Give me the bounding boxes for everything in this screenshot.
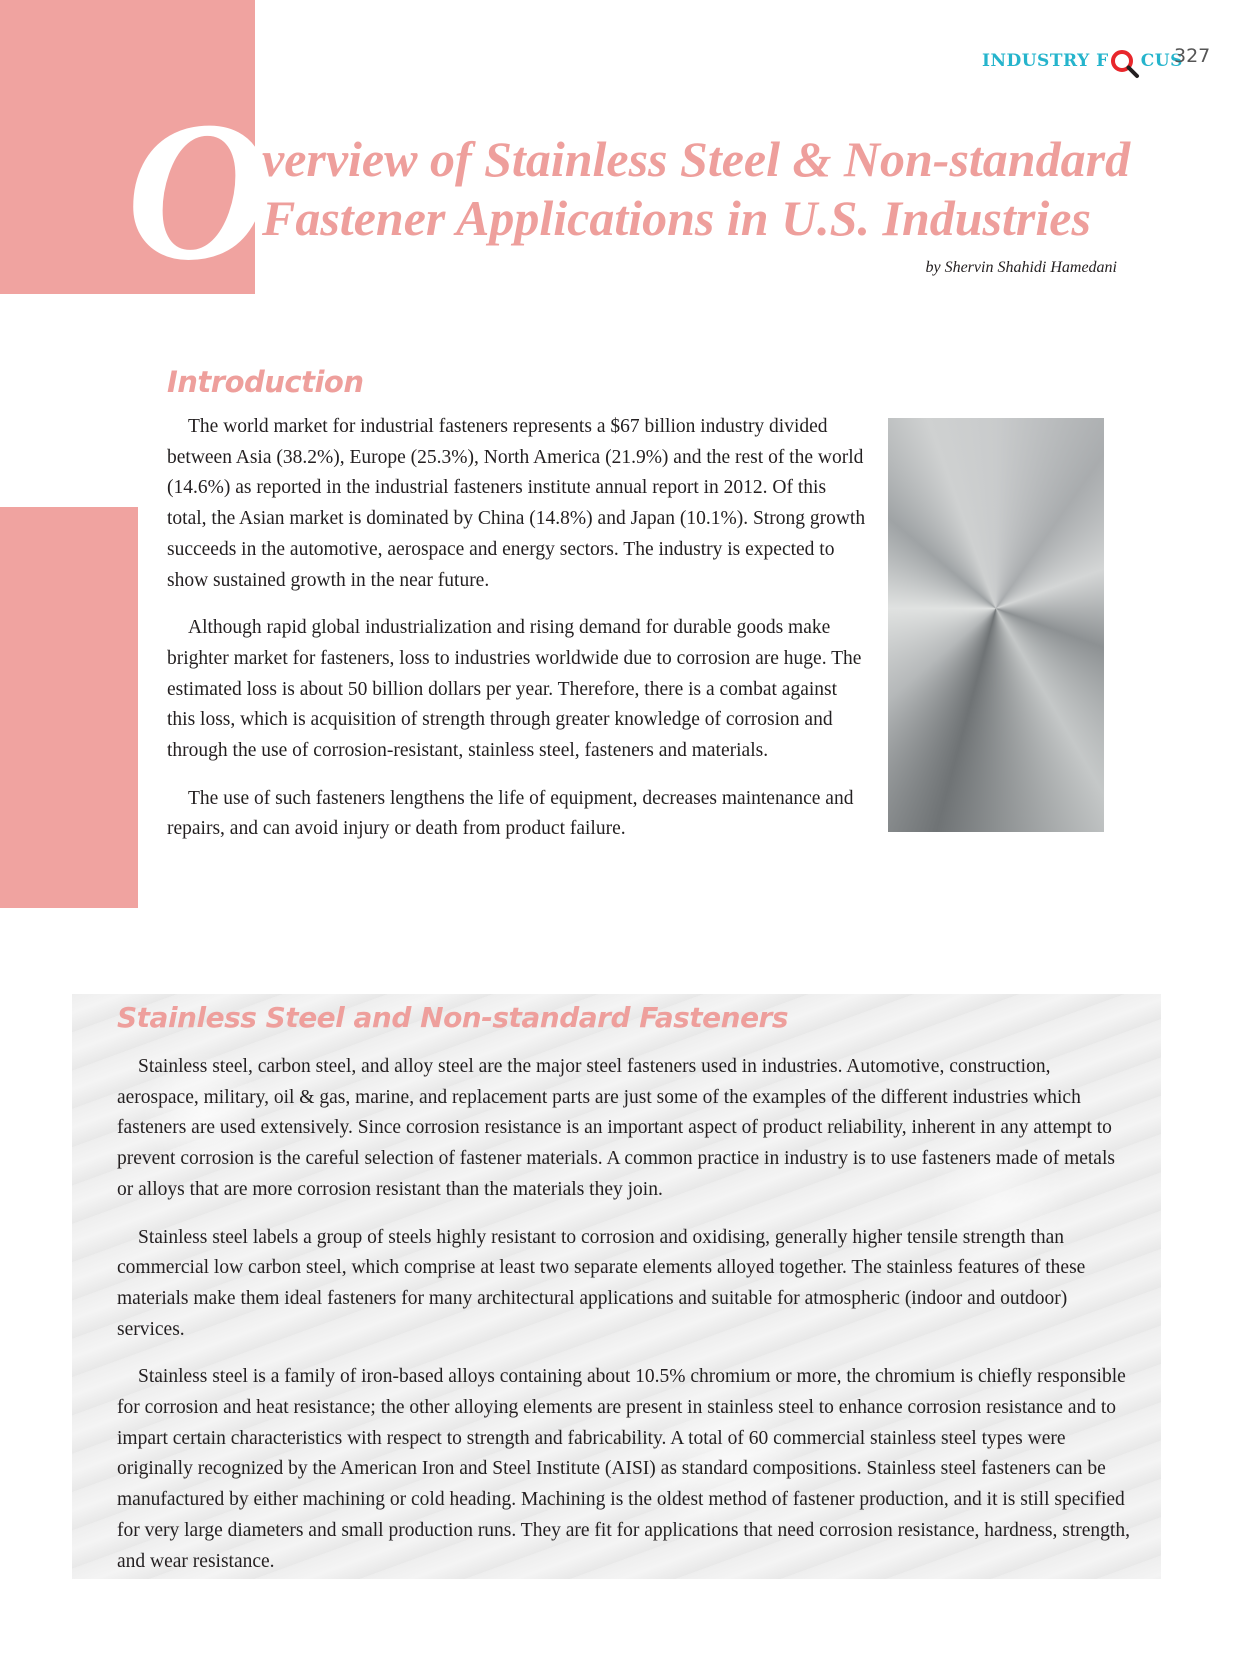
section-kicker	[982, 46, 1183, 76]
fasteners-paragraph: Stainless steel, carbon steel, and alloy steel are the major steel fasteners used in industries. Automotive, construction, aerospace, military, oil & gas, marine, and replacement parts are just some of the examples of the different industries which fasteners are used extensively. Since corrosion resistance is an important aspect of product reliability, inherent in any attempt to prevent corrosion is the careful selection of fastener materials. A common practice in industry is to use fasteners made of metals or alloys that are more corrosion resistant than the materials they join.	[117, 1056, 1115, 1200]
article-title	[262, 130, 1192, 248]
kicker-text-right: CUS	[1140, 51, 1183, 71]
introduction-paragraph: Although rapid global industrialization and rising demand for durable goods make brighter market for fasteners, loss to industries worldwide due to corrosion are huge. The estimated loss is about 50 billion dollars per year. Therefore, there is a combat against this loss, which is acquisition of strength through greater knowledge of corrosion and through the use of corrosion-resistant, stainless steel, fasteners and materials.	[167, 617, 862, 762]
fasteners-section-heading: Stainless Steel and Non-standard Fasteners	[117, 1001, 789, 1034]
introduction-heading: Introduction	[167, 365, 364, 399]
fasteners-section-panel	[72, 994, 1161, 1579]
introduction-paragraph: The world market for industrial fasteners represents a $67 billion industry divided between Asia (38.2%), Europe (25.3%), North America (21.9%) and the rest of the world (14.6%) as reported in the industrial fasteners institute annual report in 2012. Of this total, the Asian market is dominated by China (14.8%) and Japan (10.1%). Strong growth succeeds in the automotive, aerospace and energy sectors. The industry is expected to show sustained growth in the near future.	[167, 416, 866, 591]
magnifier-icon	[1110, 49, 1140, 79]
introduction-body	[167, 412, 867, 862]
fasteners-paragraph: Stainless steel labels a group of steels highly resistant to corrosion and oxidising, generally higher tensile strength than commercial low carbon steel, which comprise at least two separate elements alloyed together. The stainless features of these materials make them ideal fasteners for many architectural applications and suitable for atmospheric (indoor and outdoor) services.	[117, 1226, 1086, 1340]
brushed-steel-image	[888, 418, 1104, 832]
fasteners-section-body	[117, 1052, 1132, 1594]
title-dropcap: O	[126, 81, 271, 302]
decorative-pink-block-left	[0, 507, 138, 908]
article-title-line-1: verview of Stainless Steel & Non-standard	[262, 131, 1131, 187]
introduction-paragraph: The use of such fasteners lengthens the life of equipment, decreases maintenance and repairs, and can avoid injury or death from product failure.	[167, 787, 854, 840]
article-title-line-2: Fastener Applications in U.S. Industries	[262, 190, 1091, 246]
page-number: 327	[1174, 45, 1211, 67]
kicker-text-left: INDUSTRY F	[982, 51, 1109, 71]
article-byline: by Shervin Shahidi Hamedani	[925, 259, 1117, 276]
fasteners-paragraph: Stainless steel is a family of iron-based alloys containing about 10.5% chromium or more, the chromium is chiefly responsible for corrosion and heat resistance; the other alloying elements are present in stainless steel to enhance corrosion resistance and to impart certain characteristics with respect to strength and fabricability. A total of 60 commercial stainless steel types were originally recognized by the American Iron and Steel Institute (AISI) as standard compositions. Stainless steel fasteners can be manufactured by either machining or cold heading. Machining is the oldest method of fastener production, and it is still specified for very large diameters and small production runs. They are fit for applications that need corrosion resistance, hardness, strength, and wear resistance.	[117, 1366, 1130, 1572]
